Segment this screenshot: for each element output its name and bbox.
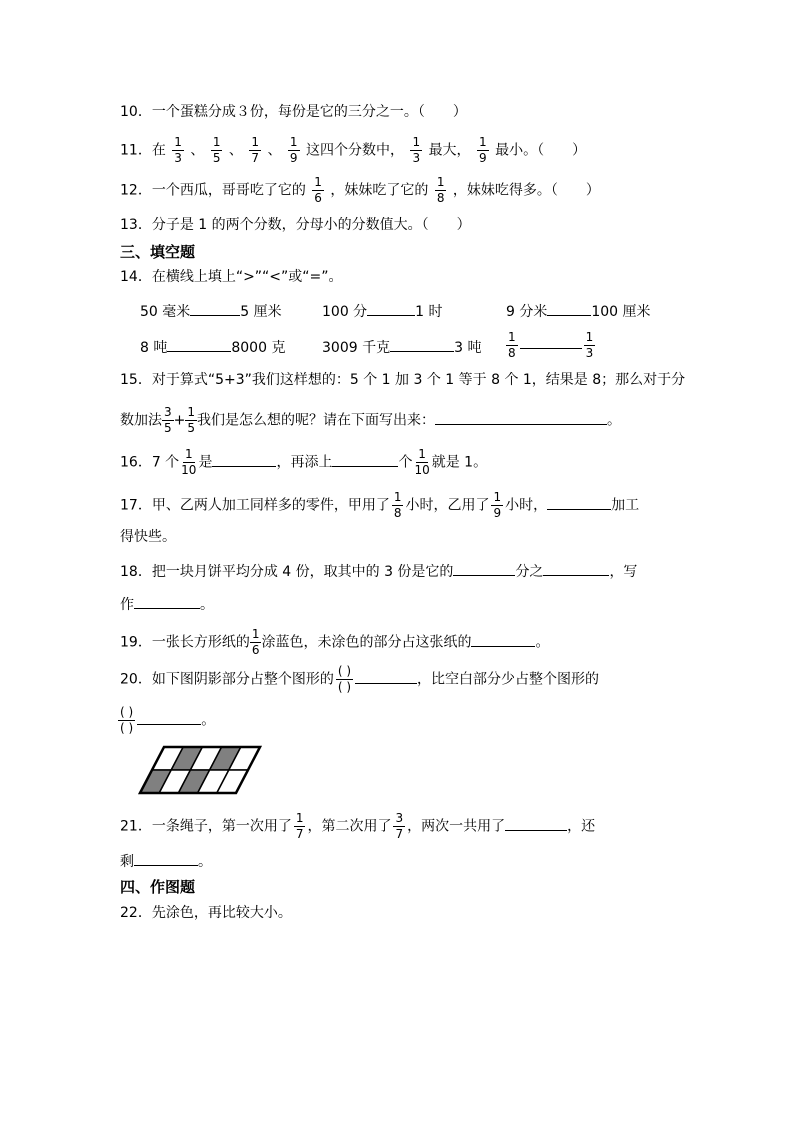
question-21: 21．一条绳子，第一次用了 $\frac{1}{7}$ ，第二次用了 $\frac{3}{7}$ ，两次一共用了 ，还 xyxy=(120,811,596,841)
q11-frac-3: $\frac{1}{7}$ xyxy=(251,135,260,165)
q11-frac-6: $\frac{1}{9}$ xyxy=(479,135,487,165)
q12-frac-2: $\frac{1}{8}$ xyxy=(436,175,445,205)
answer-blank[interactable] xyxy=(547,495,611,510)
question-21-line-2: 剩 。 xyxy=(120,851,212,871)
answer-blank[interactable] xyxy=(212,452,276,467)
question-20-line-2: $\frac{( )}{( )}$ 。 xyxy=(120,705,216,735)
answer-blank[interactable] xyxy=(505,816,567,831)
q14-item-1: 50 毫米 5 厘米 xyxy=(140,301,282,321)
q12-frac-1: $\frac{1}{6}$ xyxy=(314,175,322,205)
question-16: 16．7 个 $\frac{1}{10}$ 是 ，再添上 个 $\frac{1}{10}$ 就是 1。 xyxy=(120,447,488,477)
q11-frac-5: $\frac{1}{3}$ xyxy=(412,135,421,165)
q21-frac-2: $\frac{3}{7}$ xyxy=(395,811,404,841)
answer-blank[interactable] xyxy=(390,337,454,352)
q14-frac-1: $\frac{1}{8}$ xyxy=(508,329,516,360)
question-19: 19．一张长方形纸的 $\frac{1}{6}$ 涂蓝色，未涂色的部分占这张纸的 。 xyxy=(120,627,550,657)
answer-blank[interactable] xyxy=(355,669,417,684)
question-20: 20．如下图阴影部分占整个图形的 $\frac{( )}{( )}$ ，比空白部分少占整个图形的 xyxy=(120,664,600,694)
q14-item-2: 100 分 1 时 xyxy=(322,301,443,321)
answer-blank[interactable] xyxy=(543,561,609,576)
q14-item-5: 3009 千克 3 吨 xyxy=(322,337,481,357)
section-fill-in: 三、填空题 xyxy=(120,243,196,261)
q14-item-3: 9 分米 100 厘米 xyxy=(506,301,651,321)
answer-blank[interactable] xyxy=(167,337,231,352)
q10-text: 10．一个蛋糕分成３份，每份是它的三分之一。（ ） xyxy=(120,104,467,120)
answer-blank[interactable] xyxy=(435,410,607,425)
answer-blank[interactable] xyxy=(137,710,201,725)
answer-blank[interactable] xyxy=(332,452,398,467)
q19-frac-1: $\frac{1}{6}$ xyxy=(251,627,260,657)
q16-frac-2: $\frac{1}{10}$ xyxy=(414,447,430,477)
parallelogram-figure xyxy=(138,745,262,795)
question-15-line-2: 数加法 $\frac{3}{5}$ + $\frac{1}{5}$ 我们是怎么想的呢？请在下面写出来： 。 xyxy=(120,405,622,435)
answer-blank[interactable] xyxy=(134,594,200,609)
question-22: 22．先涂色，再比较大小。 xyxy=(120,905,292,921)
q15-frac-1: $\frac{3}{5}$ xyxy=(164,405,172,435)
answer-blank[interactable] xyxy=(453,561,515,576)
question-12: 12．一个西瓜，哥哥吃了它的 $\frac{1}{6}$ ，妹妹吃了它的 $\frac{1}{8}$ ，妹妹吃得多。（ ） xyxy=(120,175,600,205)
answer-blank[interactable] xyxy=(134,851,198,866)
q20-paren-frac: $\frac{( )}{( )}$ xyxy=(337,664,352,694)
q14-frac-2: $\frac{1}{3}$ xyxy=(585,329,594,360)
q14-item-4: 8 吨 8000 克 xyxy=(140,337,285,357)
question-10 xyxy=(120,103,467,121)
q11-frac-4: $\frac{1}{9}$ xyxy=(289,135,298,165)
answer-blank[interactable] xyxy=(190,301,240,316)
question-18: 18．把一块月饼平均分成 4 份，取其中的 3 份是它的 分之 ，写 xyxy=(120,561,637,581)
section-drawing: 四、作图题 xyxy=(120,878,196,896)
question-13: 13．分子是 1 的两个分数，分母小的分数值大。（ ） xyxy=(120,217,471,233)
question-17-line-2: 得快些。 xyxy=(120,529,176,545)
question-18-line-2: 作 。 xyxy=(120,594,214,614)
question-17: 17．甲、乙两人加工同样多的零件，甲用了 $\frac{1}{8}$ 小时，乙用了 $\frac{1}{9}$ 小时， 加工 xyxy=(120,490,640,520)
answer-blank[interactable] xyxy=(471,632,535,647)
q16-frac-1: $\frac{1}{10}$ xyxy=(181,447,197,477)
question-11: 11．在 $\frac{1}{3}$ 、 $\frac{1}{5}$ 、 $\frac{1}{7}$ 、 $\frac{1}{9}$ 这四个分数中， $\frac{1}{3}$ 最大， $\frac{1}{9}$ 最小。（ ） xyxy=(120,135,587,165)
q21-frac-1: $\frac{1}{7}$ xyxy=(295,811,304,841)
q11-frac-2: $\frac{1}{5}$ xyxy=(212,135,221,165)
answer-blank[interactable] xyxy=(367,301,415,316)
q15-frac-2: $\frac{1}{5}$ xyxy=(187,405,196,435)
answer-blank[interactable] xyxy=(547,301,591,316)
q14-item-6 xyxy=(504,328,597,360)
q20-paren-frac-2: $\frac{( )}{( )}$ xyxy=(120,705,134,735)
answer-blank[interactable] xyxy=(520,328,582,349)
q17-frac-1: $\frac{1}{8}$ xyxy=(393,490,402,520)
question-14: 14．在横线上填上“>”“<”或“=”。 xyxy=(120,269,343,285)
q11-pre: 11．在 xyxy=(120,142,166,159)
q17-frac-2: $\frac{1}{9}$ xyxy=(493,490,502,520)
question-15-line-1: 15．对于算式“5+3”我们这样想的：5 个 1 加 3 个 1 等于 8 个 1，结果是 8；那么对于分 xyxy=(120,372,686,388)
q11-frac-1: $\frac{1}{3}$ xyxy=(174,135,182,165)
